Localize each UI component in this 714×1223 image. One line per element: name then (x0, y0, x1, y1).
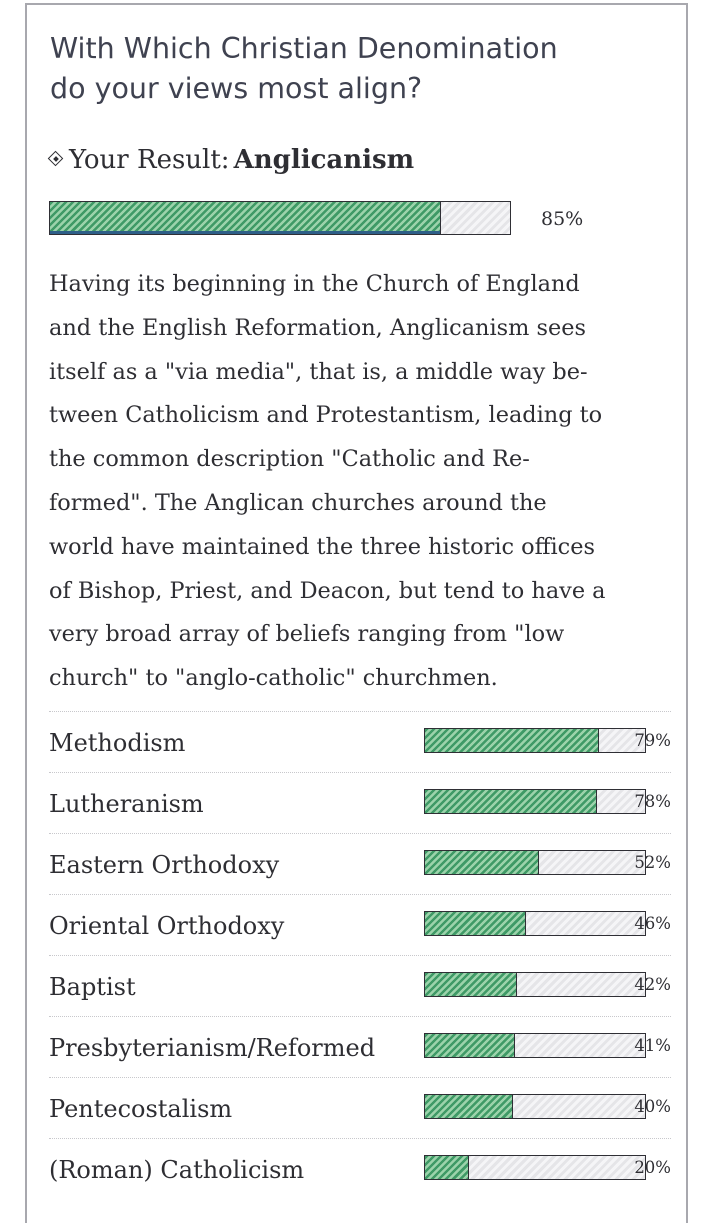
result-row-label: Presbyterianism/Reformed (49, 1034, 376, 1062)
result-description-line: world have maintained the three historic offices (49, 533, 595, 560)
result-row-progress-fill (425, 1156, 469, 1179)
top-result-progress-bar (49, 201, 511, 235)
result-description-line: of Bishop, Priest, and Deacon, but tend to have a (49, 577, 606, 604)
your-result-prefix: Your Result: (69, 145, 230, 175)
result-row-progress-fill (425, 729, 599, 752)
top-result-percent: 85% (541, 208, 584, 230)
diamond-icon (49, 152, 62, 165)
result-row-progress-bar (424, 911, 646, 936)
result-row-percent: 41% (634, 1036, 671, 1055)
result-row-label: (Roman) Catholicism (49, 1156, 305, 1184)
your-result-name: Anglicanism (233, 145, 415, 175)
other-results-list (49, 711, 671, 1199)
result-row-label: Methodism (49, 729, 186, 757)
result-row-progress-bar (424, 789, 646, 814)
result-row-progress-fill (425, 851, 539, 874)
result-row-progress-bar (424, 1033, 646, 1058)
result-row-progress-fill (425, 912, 526, 935)
result-row (49, 1016, 671, 1077)
result-row-progress-fill (425, 973, 517, 996)
your-result-heading (49, 138, 414, 182)
result-description-line: church" to "anglo-catholic" churchmen. (49, 665, 498, 692)
result-description-line: very broad array of beliefs ranging from "low (49, 621, 565, 648)
result-row-label: Pentecostalism (49, 1095, 233, 1123)
result-row (49, 833, 671, 894)
result-row-progress-fill (425, 790, 597, 813)
quiz-title-line-1: With Which Christian Denomination (50, 32, 558, 65)
result-row (49, 711, 671, 772)
result-description (49, 263, 661, 701)
result-description-line: and the English Reformation, Anglicanism sees (49, 314, 586, 341)
result-row (49, 772, 671, 833)
quiz-title-line-2: do your views most align? (50, 72, 423, 105)
result-row (49, 894, 671, 955)
result-row-percent: 78% (634, 792, 671, 811)
quiz-result-card (25, 3, 688, 1223)
result-row-progress-bar (424, 1155, 646, 1180)
result-row-percent: 52% (634, 853, 671, 872)
result-row (49, 1138, 671, 1199)
result-row (49, 955, 671, 1016)
result-row-label: Eastern Orthodoxy (49, 851, 280, 879)
result-row-progress-fill (425, 1034, 515, 1057)
quiz-title (50, 29, 670, 109)
result-row-percent: 46% (634, 914, 671, 933)
result-row-progress-fill (425, 1095, 513, 1118)
result-row-percent: 20% (634, 1158, 671, 1177)
result-row-progress-bar (424, 1094, 646, 1119)
result-row-percent: 42% (634, 975, 671, 994)
result-row-progress-bar (424, 850, 646, 875)
result-description-line: formed". The Anglican churches around the (49, 489, 547, 516)
result-row-label: Baptist (49, 973, 136, 1001)
result-row-progress-bar (424, 972, 646, 997)
result-row-progress-bar (424, 728, 646, 753)
result-description-line: itself as a "via media", that is, a middle way be- (49, 358, 588, 385)
result-row-label: Oriental Orthodoxy (49, 912, 285, 940)
top-result-progress-fill (50, 202, 441, 234)
result-row-label: Lutheranism (49, 790, 204, 818)
result-row-percent: 79% (634, 731, 671, 750)
result-description-line: the common description "Catholic and Re- (49, 446, 530, 473)
result-row (49, 1077, 671, 1138)
result-description-line: tween Catholicism and Protestantism, leading to (49, 402, 603, 429)
result-description-line: Having its beginning in the Church of England (49, 271, 580, 297)
result-row-percent: 40% (634, 1097, 671, 1116)
